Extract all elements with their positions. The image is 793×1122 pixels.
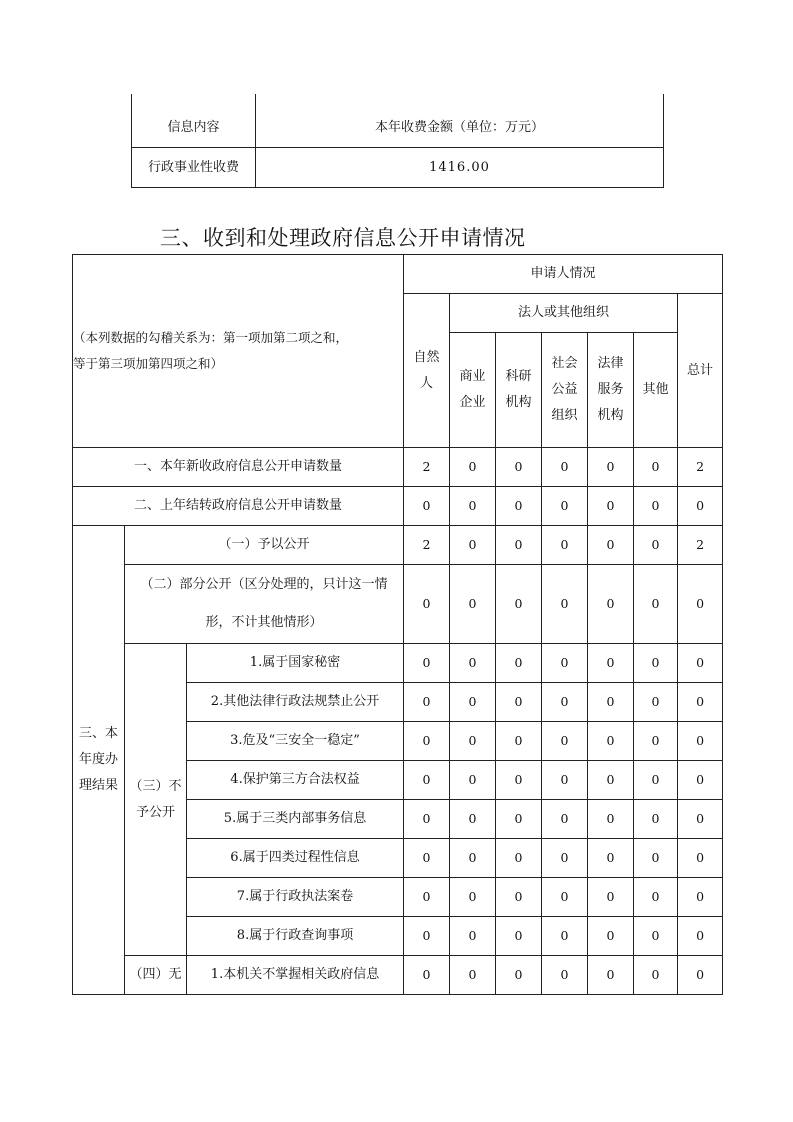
cell: 0 (588, 644, 634, 683)
cell: 0 (404, 487, 450, 526)
cell: 0 (542, 956, 588, 995)
cell: 0 (634, 448, 678, 487)
cell: 0 (496, 878, 542, 917)
section3-line-1: 三、本 (78, 726, 118, 741)
col-research-line-1: 科研 (505, 369, 532, 384)
not-open-line-1: （三）不 (129, 778, 182, 794)
cell: 0 (542, 839, 588, 878)
cell: 0 (404, 839, 450, 878)
cell: 0 (634, 722, 678, 761)
cell: 0 (678, 839, 723, 878)
cell: 0 (542, 761, 588, 800)
unable-label: （四）无 (125, 956, 187, 995)
row-partial-line-2: 形，不计其他情形） (205, 615, 323, 630)
cell: 0 (588, 761, 634, 800)
cell: 2 (404, 526, 450, 565)
cell: 0 (496, 565, 542, 644)
row-label: 6.属于四类过程性信息 (187, 839, 404, 878)
cell: 0 (678, 800, 723, 839)
section3-label (73, 526, 125, 995)
cell: 0 (634, 878, 678, 917)
cell: 0 (542, 565, 588, 644)
application-table (72, 254, 723, 995)
col-total: 总计 (678, 294, 723, 448)
fee-table (131, 94, 664, 188)
cell: 0 (496, 448, 542, 487)
col-business-line-1: 商业 (459, 369, 486, 384)
cell: 0 (588, 722, 634, 761)
cell: 0 (496, 683, 542, 722)
cell: 0 (542, 644, 588, 683)
col-natural-line-2: 人 (420, 375, 434, 391)
col-social-line-1: 社会 (551, 356, 578, 371)
cell: 0 (542, 878, 588, 917)
cell: 0 (634, 683, 678, 722)
cell: 0 (496, 800, 542, 839)
col-business-line-2: 企业 (459, 395, 486, 410)
cell: 0 (634, 526, 678, 565)
col-legal-line-3: 机构 (597, 408, 624, 423)
fee-header-left: 信息内容 (132, 94, 256, 148)
row-label: 8.属于行政查询事项 (187, 917, 404, 956)
cell: 0 (450, 487, 496, 526)
cell: 0 (634, 565, 678, 644)
cell: 0 (404, 761, 450, 800)
cell: 0 (404, 683, 450, 722)
cell: 0 (450, 722, 496, 761)
cell: 0 (588, 526, 634, 565)
row-label: 5.属于三类内部事务信息 (187, 800, 404, 839)
cell: 0 (542, 487, 588, 526)
cell: 0 (588, 956, 634, 995)
cell: 0 (678, 644, 723, 683)
cell: 2 (404, 448, 450, 487)
cell: 0 (634, 761, 678, 800)
cell: 0 (542, 722, 588, 761)
cell: 0 (450, 800, 496, 839)
cell: 2 (678, 526, 723, 565)
row-partial-label (125, 565, 404, 644)
note-cell (73, 255, 404, 448)
cell: 0 (542, 917, 588, 956)
cell: 0 (678, 683, 723, 722)
cell: 0 (496, 526, 542, 565)
col-other: 其他 (634, 333, 678, 448)
row-partial-line-1: （二）部分公开（区分处理的，只计这一情 (140, 577, 388, 592)
note-line-1: （本列数据的勾稽关系为：第一项加第二项之和， (73, 330, 349, 345)
cell: 0 (678, 722, 723, 761)
cell: 0 (496, 956, 542, 995)
cell: 0 (678, 878, 723, 917)
row-unable (73, 956, 723, 995)
cell: 0 (634, 839, 678, 878)
col-legal-line-1: 法律 (597, 356, 624, 371)
cell: 0 (404, 800, 450, 839)
cell: 0 (404, 878, 450, 917)
cell: 0 (588, 800, 634, 839)
cell: 0 (496, 917, 542, 956)
fee-table-header-row (132, 94, 664, 148)
fee-table-row (132, 148, 664, 188)
col-social-welfare (542, 333, 588, 448)
cell: 0 (542, 800, 588, 839)
cell: 2 (678, 448, 723, 487)
applicant-header: 申请人情况 (404, 255, 723, 294)
cell: 0 (404, 565, 450, 644)
col-business (450, 333, 496, 448)
cell: 0 (450, 878, 496, 917)
col-research (496, 333, 542, 448)
col-natural-line-1: 自然 (413, 349, 440, 365)
col-legal-service (588, 333, 634, 448)
cell: 0 (450, 526, 496, 565)
fee-header-right: 本年收费金额（单位：万元） (256, 94, 664, 148)
cell: 0 (404, 722, 450, 761)
cell: 0 (678, 917, 723, 956)
cell: 0 (542, 526, 588, 565)
row-new-label: 一、本年新收政府信息公开申请数量 (73, 448, 404, 487)
cell: 0 (588, 878, 634, 917)
cell: 0 (588, 917, 634, 956)
cell: 0 (634, 800, 678, 839)
cell: 0 (496, 839, 542, 878)
cell: 0 (496, 487, 542, 526)
cell: 0 (496, 722, 542, 761)
cell: 0 (496, 644, 542, 683)
cell: 0 (634, 917, 678, 956)
cell: 0 (588, 683, 634, 722)
row-carried-label: 二、上年结转政府信息公开申请数量 (73, 487, 404, 526)
cell: 0 (588, 487, 634, 526)
cell: 0 (678, 761, 723, 800)
cell: 0 (450, 683, 496, 722)
cell: 0 (404, 956, 450, 995)
col-social-line-2: 公益 (551, 382, 578, 397)
col-legal-line-2: 服务 (597, 382, 624, 397)
legal-entity-header: 法人或其他组织 (450, 294, 678, 333)
cell: 0 (634, 487, 678, 526)
not-open-line-2: 予公开 (135, 804, 175, 820)
section3-line-3: 理结果 (78, 778, 118, 793)
cell: 0 (678, 487, 723, 526)
cell: 0 (678, 956, 723, 995)
cell: 0 (404, 644, 450, 683)
row-open (73, 526, 723, 565)
not-open-label (125, 644, 187, 956)
cell: 0 (450, 917, 496, 956)
row-new-applications (73, 448, 723, 487)
section3-line-2: 年度办 (78, 752, 118, 767)
section-title: 三、收到和处理政府信息公开申请情况 (160, 226, 526, 250)
fee-row-label: 行政事业性收费 (132, 148, 256, 188)
cell: 0 (450, 565, 496, 644)
cell: 0 (496, 761, 542, 800)
cell: 0 (678, 565, 723, 644)
row-label: 2.其他法律行政法规禁止公开 (187, 683, 404, 722)
cell: 0 (450, 839, 496, 878)
col-natural-person (404, 294, 450, 448)
row-label: 3.危及“三安全一稳定” (187, 722, 404, 761)
col-research-line-2: 机构 (505, 395, 532, 410)
cell: 0 (450, 448, 496, 487)
cell: 0 (542, 448, 588, 487)
row-label: 4.保护第三方合法权益 (187, 761, 404, 800)
row-partial-open (73, 565, 723, 644)
row-open-label: （一）予以公开 (125, 526, 404, 565)
cell: 0 (450, 644, 496, 683)
fee-row-value: 1416.00 (256, 148, 664, 188)
row-label: 7.属于行政执法案卷 (187, 878, 404, 917)
row-label: 1.属于国家秘密 (187, 644, 404, 683)
row-not-open (73, 644, 723, 683)
cell: 0 (450, 956, 496, 995)
note-line-2: 等于第三项加第四项之和） (73, 356, 224, 371)
cell: 0 (634, 956, 678, 995)
cell: 0 (588, 565, 634, 644)
header-row-1 (73, 255, 723, 294)
cell: 0 (450, 761, 496, 800)
row-label: 1.本机关不掌握相关政府信息 (187, 956, 404, 995)
cell: 0 (588, 839, 634, 878)
cell: 0 (404, 917, 450, 956)
cell: 0 (634, 644, 678, 683)
cell: 0 (588, 448, 634, 487)
col-social-line-3: 组织 (551, 408, 578, 423)
row-carried-over (73, 487, 723, 526)
cell: 0 (542, 683, 588, 722)
